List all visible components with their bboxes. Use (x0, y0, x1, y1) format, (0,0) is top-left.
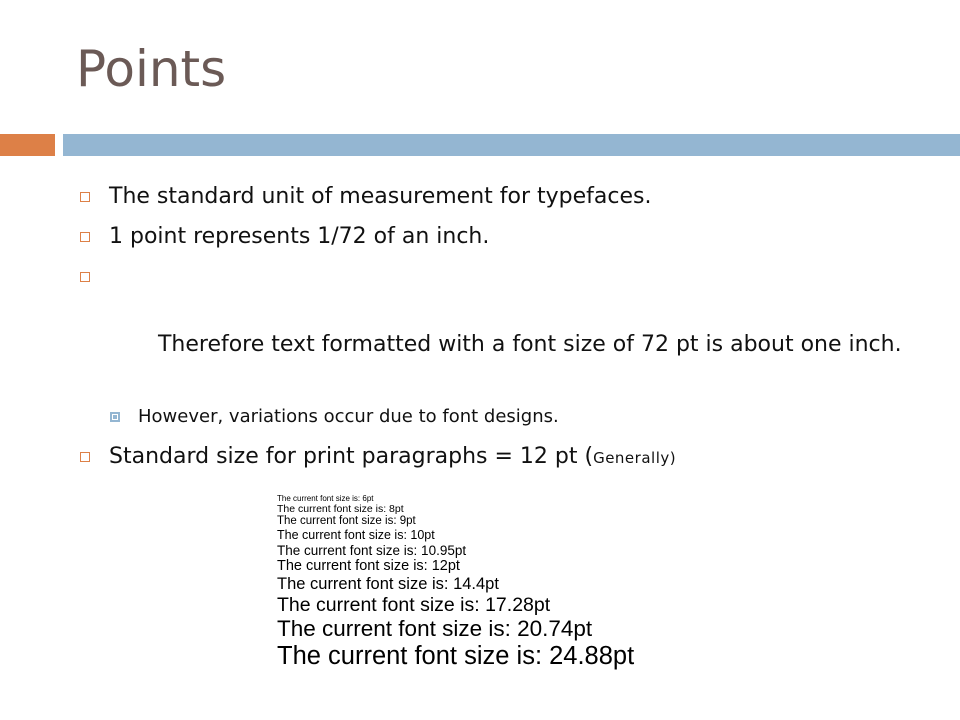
font-sample-line: The current font size is: 24.88pt (277, 642, 635, 671)
slide-content (80, 180, 940, 481)
font-sample-line: The current font size is: 17.28pt (277, 594, 551, 616)
filled-square-bullet-icon (110, 412, 120, 422)
bullet-text: Standard size for print paragraphs = 12 pt ( (109, 444, 594, 469)
font-sample-line: The current font size is: 9pt (277, 515, 416, 528)
font-sample-line: The current font size is: 14.4pt (277, 575, 499, 594)
square-bullet-icon (80, 192, 90, 202)
font-sample-line: The current font size is: 6pt (277, 494, 374, 503)
bullet-text: The standard unit of measurement for typefaces. (109, 184, 652, 209)
bullet-text: 1 point represents 1/72 of an inch. (109, 224, 490, 249)
font-sample-line: The current font size is: 20.74pt (277, 616, 593, 642)
bullet-item (80, 180, 940, 214)
font-sample-line: The current font size is: 12pt (277, 558, 460, 575)
font-sample-line: The current font size is: 8pt (277, 503, 404, 516)
font-sample-line: The current font size is: 10.95pt (277, 542, 467, 558)
font-size-samples (277, 494, 634, 672)
accent-bar-blue (63, 134, 960, 156)
square-bullet-icon (80, 272, 90, 282)
font-sample-line: The current font size is: 10pt (277, 528, 435, 543)
slide-title: Points (76, 40, 227, 98)
bullet-item (80, 220, 940, 254)
square-bullet-icon (80, 232, 90, 242)
bullet-text-small: Generally) (593, 449, 677, 467)
bullet-item (80, 260, 940, 396)
square-bullet-icon (80, 452, 90, 462)
bullet-item (80, 440, 940, 475)
sub-bullet-text: However, variations occur due to font designs. (138, 406, 559, 427)
sub-bullet-item (110, 402, 940, 432)
accent-bar-orange (0, 134, 55, 156)
bullet-text: Therefore text formatted with a font size of 72 pt is about one inch. (150, 332, 902, 357)
